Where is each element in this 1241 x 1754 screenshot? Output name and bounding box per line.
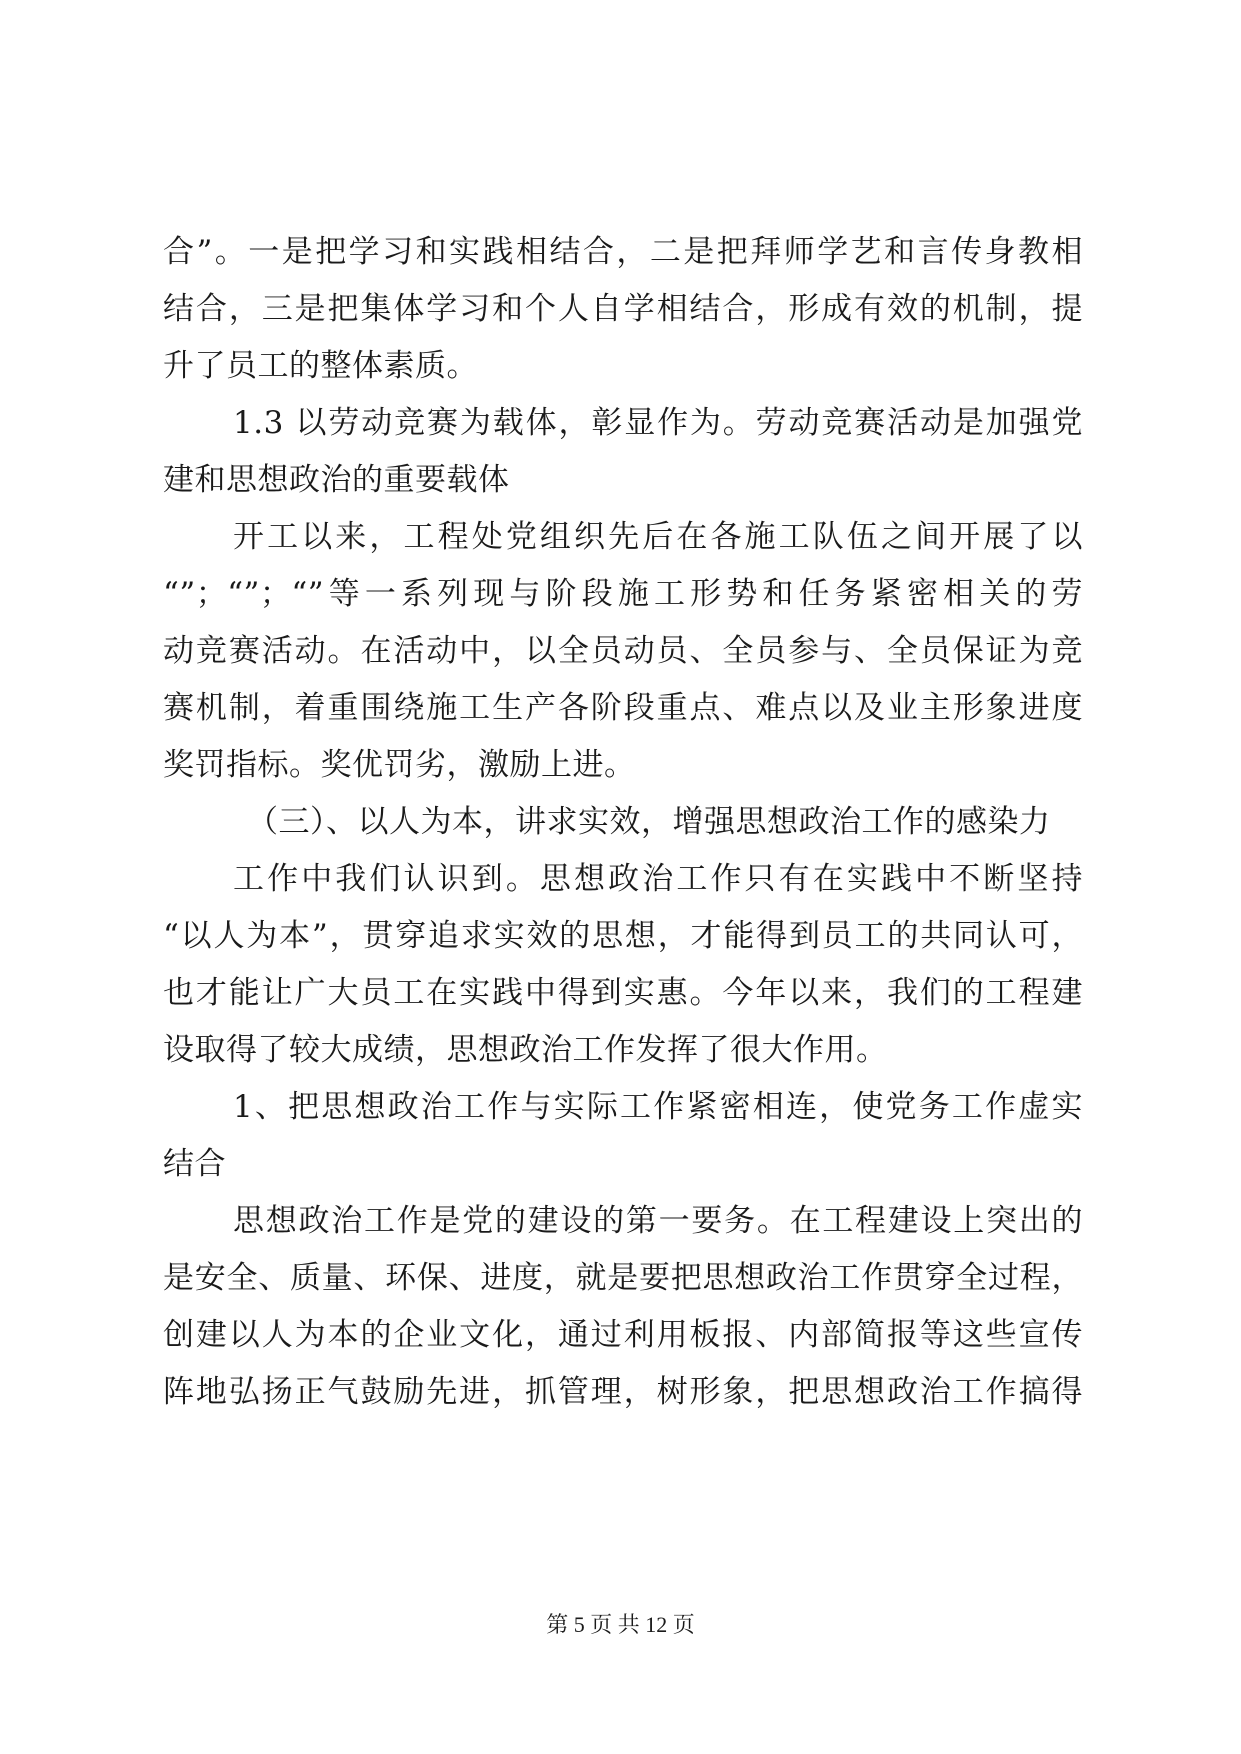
section-heading: 1.3 以劳动竞赛为载体，彰显作为。劳动竞赛活动是加强党 xyxy=(233,405,1083,441)
text-line: “以人为本”，贯穿追求实效的思想，才能得到员工的共同认可， xyxy=(163,918,1083,954)
text-line: 动竞赛活动。在活动中，以全员动员、全员参与、全员保证为竞 xyxy=(163,633,1083,669)
text-line: 升了员工的整体素质。 xyxy=(163,348,478,384)
text-line: 是安全、质量、环保、进度，就是要把思想政治工作贯穿全过程， xyxy=(163,1260,1083,1296)
text-line: 工作中我们认识到。思想政治工作只有在实践中不断坚持 xyxy=(233,861,1083,897)
text-line: 创建以人为本的企业文化，通过利用板报、内部简报等这些宣传 xyxy=(163,1317,1083,1353)
text-line: 奖罚指标。奖优罚劣，激励上进。 xyxy=(163,747,636,783)
section-heading: 1、把思想政治工作与实际工作紧密相连，使党务工作虚实 xyxy=(233,1089,1083,1125)
text-line: 阵地弘扬正气鼓励先进，抓管理，树形象，把思想政治工作搞得 xyxy=(163,1374,1083,1410)
text-line: 结合，三是把集体学习和个人自学相结合，形成有效的机制，提 xyxy=(163,291,1083,327)
text-line: 合”。一是把学习和实践相结合，二是把拜师学艺和言传身教相 xyxy=(163,234,1083,270)
text-line: 思想政治工作是党的建设的第一要务。在工程建设上突出的 xyxy=(233,1203,1083,1239)
text-line: 也才能让广大员工在实践中得到实惠。今年以来，我们的工程建 xyxy=(163,975,1083,1011)
text-line: 赛机制，着重围绕施工生产各阶段重点、难点以及业主形象进度 xyxy=(163,690,1083,726)
section-heading: 结合 xyxy=(163,1146,226,1182)
text-line: 开工以来，工程处党组织先后在各施工队伍之间开展了以 xyxy=(233,519,1083,555)
section-heading: （三）、以人为本，讲求实效，增强思想政治工作的感染力 xyxy=(247,804,1051,840)
section-heading: 建和思想政治的重要载体 xyxy=(163,462,510,498)
page-number: 第 5 页 共 12 页 xyxy=(546,1612,695,1637)
text-line: “”；“”；“”等一系列现与阶段施工形势和任务紧密相关的劳 xyxy=(163,576,1083,612)
text-line: 设取得了较大成绩，思想政治工作发挥了很大作用。 xyxy=(163,1032,888,1068)
